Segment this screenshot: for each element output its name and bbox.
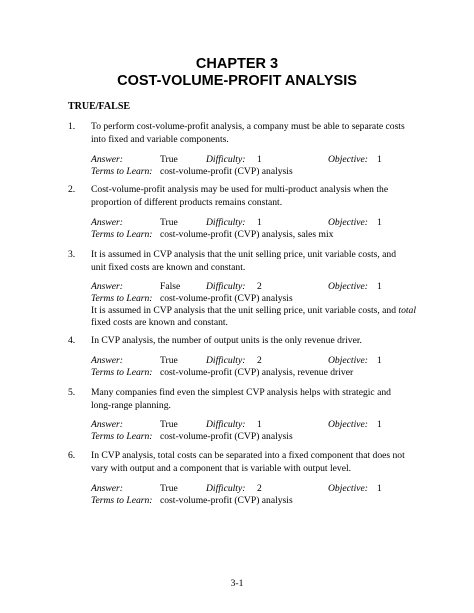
answer-label: Answer: bbox=[91, 217, 123, 228]
difficulty-label: Difficulty: bbox=[206, 217, 246, 228]
question-1-meta bbox=[91, 154, 421, 178]
difficulty-value: 1 bbox=[257, 154, 262, 165]
question-2-meta bbox=[91, 217, 421, 241]
answer-value: True bbox=[160, 154, 178, 165]
question-text: To perform cost-volume-profit analysis, a company must be able to separate costs into fixed and variable components. bbox=[91, 121, 405, 145]
objective-label: Objective: bbox=[328, 355, 368, 366]
terms-label: Terms to Learn: bbox=[91, 431, 153, 442]
answer-value: True bbox=[160, 355, 178, 366]
objective-value: 1 bbox=[377, 154, 382, 165]
answer-label: Answer: bbox=[91, 483, 123, 494]
difficulty-value: 2 bbox=[257, 483, 262, 494]
difficulty-value: 1 bbox=[257, 217, 262, 228]
objective-label: Objective: bbox=[328, 483, 368, 494]
objective-value: 1 bbox=[377, 419, 382, 430]
objective-label: Objective: bbox=[328, 419, 368, 430]
terms-value: cost-volume-profit (CVP) analysis bbox=[160, 431, 293, 442]
terms-value: cost-volume-profit (CVP) analysis bbox=[160, 293, 293, 304]
question-number: 4. bbox=[68, 335, 76, 346]
question-3-meta bbox=[91, 281, 421, 329]
question-text: In CVP analysis, the number of output units is the only revenue driver. bbox=[91, 335, 362, 346]
difficulty-label: Difficulty: bbox=[206, 483, 246, 494]
question-text: Many companies find even the simplest CVP analysis helps with strategic and long-range planning. bbox=[91, 387, 391, 411]
explanation-emphasis: total bbox=[398, 305, 416, 316]
difficulty-label: Difficulty: bbox=[206, 419, 246, 430]
answer-label: Answer: bbox=[91, 355, 123, 366]
question-5-meta bbox=[91, 419, 421, 443]
answer-label: Answer: bbox=[91, 419, 123, 430]
answer-label: Answer: bbox=[91, 281, 123, 292]
objective-label: Objective: bbox=[328, 217, 368, 228]
terms-label: Terms to Learn: bbox=[91, 495, 153, 506]
answer-value: False bbox=[160, 281, 181, 292]
difficulty-label: Difficulty: bbox=[206, 355, 246, 366]
question-text: It is assumed in CVP analysis that the unit selling price, unit variable costs, and unit fixed costs are known and constant. bbox=[91, 249, 396, 273]
question-number: 1. bbox=[68, 121, 76, 132]
explanation-text: It is assumed in CVP analysis that the unit selling price, unit variable costs, and bbox=[91, 305, 396, 316]
answer-value: True bbox=[160, 483, 178, 494]
section-title: TRUE/FALSE bbox=[68, 101, 131, 112]
objective-label: Objective: bbox=[328, 154, 368, 165]
answer-value: True bbox=[160, 419, 178, 430]
difficulty-value: 2 bbox=[257, 355, 262, 366]
difficulty-label: Difficulty: bbox=[206, 281, 246, 292]
question-number: 5. bbox=[68, 387, 76, 398]
answer-label: Answer: bbox=[91, 154, 123, 165]
terms-label: Terms to Learn: bbox=[91, 229, 153, 240]
difficulty-value: 2 bbox=[257, 281, 262, 292]
question-text: Cost-volume-profit analysis may be used for multi-product analysis when the proportion of different products remains constant. bbox=[91, 184, 389, 208]
question-4-meta bbox=[91, 355, 421, 379]
terms-value: cost-volume-profit (CVP) analysis bbox=[160, 495, 293, 506]
chapter-title: COST-VOLUME-PROFIT ANALYSIS bbox=[117, 73, 357, 89]
question-number: 2. bbox=[68, 184, 76, 195]
terms-value: cost-volume-profit (CVP) analysis, revenue driver bbox=[160, 367, 354, 378]
objective-value: 1 bbox=[377, 217, 382, 228]
chapter-heading: CHAPTER 3 bbox=[195, 56, 279, 72]
objective-label: Objective: bbox=[328, 281, 368, 292]
objective-value: 1 bbox=[377, 483, 382, 494]
question-number: 6. bbox=[68, 450, 76, 461]
terms-value: cost-volume-profit (CVP) analysis bbox=[160, 166, 293, 177]
terms-value: cost-volume-profit (CVP) analysis, sales mix bbox=[160, 229, 334, 240]
terms-label: Terms to Learn: bbox=[91, 293, 153, 304]
objective-value: 1 bbox=[377, 355, 382, 366]
page-number: 3-1 bbox=[230, 578, 244, 589]
terms-label: Terms to Learn: bbox=[91, 367, 153, 378]
difficulty-label: Difficulty: bbox=[206, 154, 246, 165]
answer-explanation bbox=[91, 305, 421, 329]
difficulty-value: 1 bbox=[257, 419, 262, 430]
question-number: 3. bbox=[68, 249, 76, 260]
explanation-text-end: fixed costs are known and constant. bbox=[91, 317, 228, 328]
question-text: In CVP analysis, total costs can be separated into a fixed component that does not vary with output and a component that is variable with output level. bbox=[91, 450, 405, 474]
objective-value: 1 bbox=[377, 281, 382, 292]
question-6-meta bbox=[91, 483, 421, 507]
terms-label: Terms to Learn: bbox=[91, 166, 153, 177]
answer-value: True bbox=[160, 217, 178, 228]
